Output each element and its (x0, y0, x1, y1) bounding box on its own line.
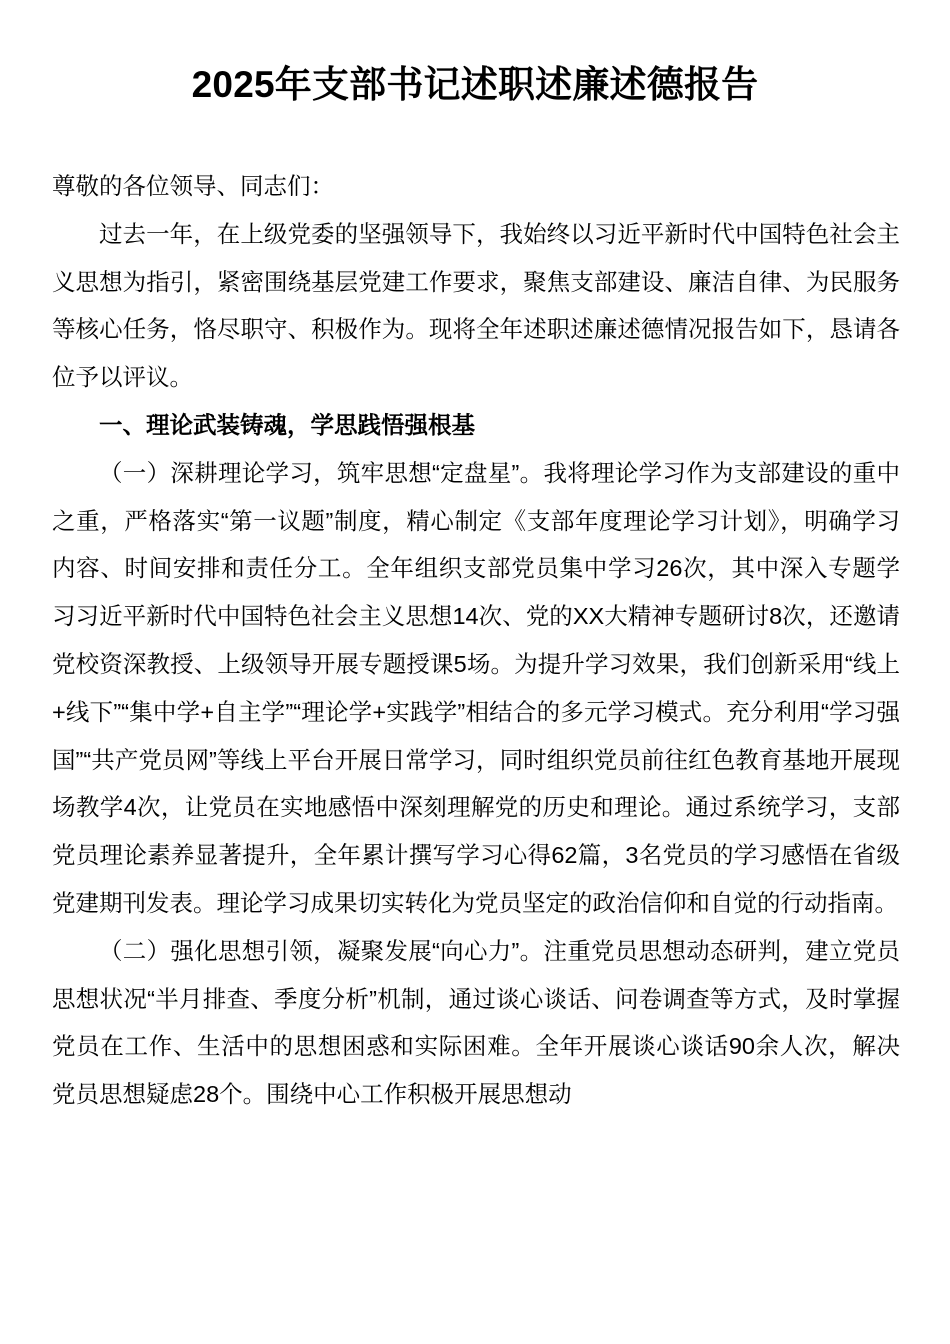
document-body (52, 163, 900, 1119)
salutation-line: 尊敬的各位领导、同志们： (52, 173, 334, 199)
section-heading-1: 一、理论武装铸魂，学思践悟强根基 (99, 411, 475, 438)
page-title: 2025年支部书记述职述廉述德报告 (191, 64, 759, 105)
section-1-paragraph-1: （一）深耕理论学习，筑牢思想“定盘星”。我将理论学习作为支部建设的重中之重，严格落实“第一议题”制度，精心制定《支部年度理论学习计划》，明确学习内容、时间安排和责任分工。全年组织支部党员集中学习26次，其中深入专题学习习近平新时代中国特色社会主义思想14次、党的XX大精神专题研讨8次，还邀请党校资深教授、上级领导开展专题授课5场。为提升学习效果，我们创新采用“线上+线下”“集中学+自主学”“理论学+实践学”相结合的多元学习模式。充分利用“学习强国”“共产党员网”等线上平台开展日常学习，同时组织党员前往红色教育基地开展现场教学4次，让党员在实地感悟中深刻理解党的历史和理论。通过系统学习，支部党员理论素养显著提升，全年累计撰写学习心得62篇，3名党员的学习感悟在省级党建期刊发表。理论学习成果切实转化为党员坚定的政治信仰和自觉的行动指南。 (52, 459, 900, 916)
opening-paragraph: 过去一年，在上级党委的坚强领导下，我始终以习近平新时代中国特色社会主义思想为指引，紧密围绕基层党建工作要求，聚焦支部建设、廉洁自律、为民服务等核心任务，恪尽职守、积极作为。现将全年述职述廉述德情况报告如下，恳请各位予以评议。 (52, 220, 900, 391)
section-1-paragraph-2: （二）强化思想引领，凝聚发展“向心力”。注重党员思想动态研判，建立党员思想状况“半月排查、季度分析”机制，通过谈心谈话、问卷调查等方式，及时掌握党员在工作、生活中的思想困惑和实际困难。全年开展谈心谈话90余人次，解决党员思想疑虑28个。围绕中心工作积极开展思想动 (52, 937, 900, 1108)
